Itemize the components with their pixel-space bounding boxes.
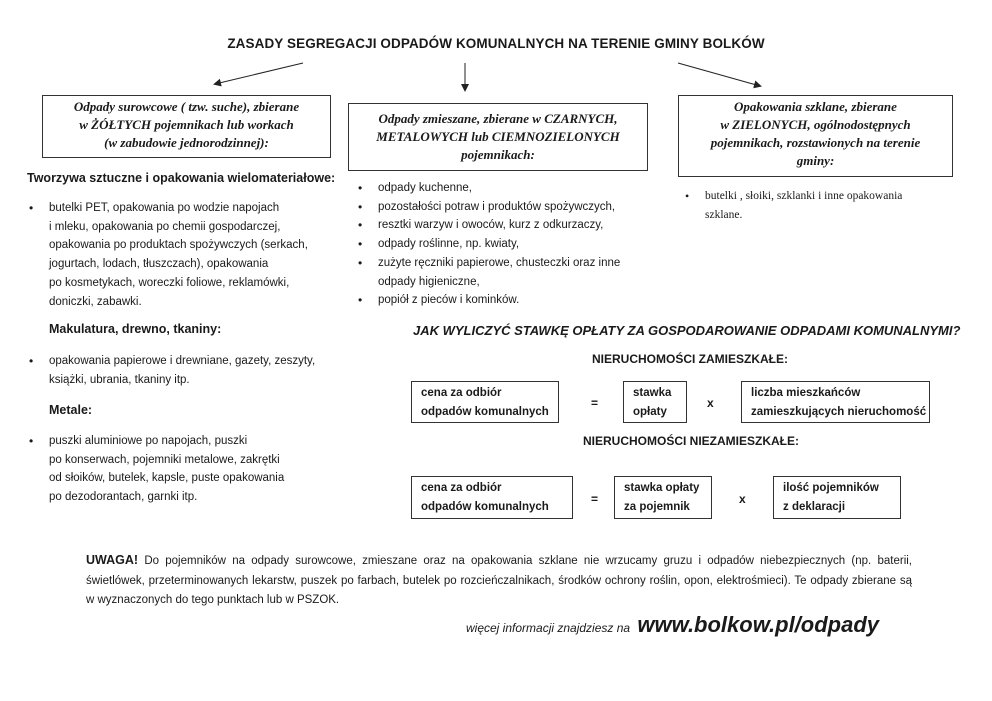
nonresidential-price-line-2: odpadów komunalnych [421,500,549,513]
warning-text: Do pojemników na odpady surowcowe, zmieszane oraz na opakowania szklane nie wrzucamy gruzu i odpadów niebezpiecznych (np. baterii, świetlówek, przeterminowanych lekarstw, puszek po farbach, butelek po rozcieńczalnikach, środków ochrony roślin, opon, elektrośmieci). Te odpady zbierane są w wyznaczonych do tego punktach lub w PSZOK. [86,555,912,606]
metals-line: po dezodorantach, garnki itp. [49,491,198,504]
glass-list [683,187,953,224]
residential-residents-box [741,381,930,423]
green-header-line-1: Opakowania szklane, zbierane [734,99,897,114]
residential-rate-box [623,381,687,423]
black-header-line-2: METALOWYCH lub CIEMNOZIELONYCH [376,129,620,144]
green-bin-header [678,95,953,177]
residential-rate-line-2: opłaty [633,405,667,418]
plastics-item [27,199,347,311]
mixed-item: • resztki warzyw i owoców, kurz z odkurzaczy, [356,216,656,235]
mixed-waste-list [356,179,656,310]
paper-list [27,352,357,389]
more-info-text: więcej informacji znajdziesz na [466,621,631,635]
yellow-header-line-3: (w zabudowie jednorodzinnej): [104,135,269,150]
residential-price-box [411,381,559,423]
residential-times: x [707,396,714,410]
yellow-header-line-1: Odpady surowcowe ( tzw. suche), zbierane [73,99,300,114]
nonresidential-label: NIERUCHOMOŚCI NIEZAMIESZKAŁE: [583,434,799,448]
residential-label: NIERUCHOMOŚCI ZAMIESZKAŁE: [592,352,788,366]
mixed-item: • odpady kuchenne, [356,179,656,198]
yellow-header-line-2: w ŻÓŁTYCH pojemnikach lub workach [79,117,294,132]
green-header-line-2: w ZIELONYCH, ogólnodostępnych [720,117,911,132]
metals-item [27,432,347,507]
mixed-line: zużyte ręczniki papierowe, chusteczki oraz inne [378,256,621,269]
paper-line: opakowania papierowe i drewniane, gazety, zeszyty, [49,355,316,367]
page-title: ZASADY SEGREGACJI ODPADÓW KOMUNALNYCH NA TERENIE GMINY BOLKÓW [227,36,765,51]
black-bin-header [348,103,648,171]
nonresidential-containers-line-1: ilość pojemników [783,482,879,494]
mixed-item [356,254,656,291]
glass-line: szklane. [705,208,743,221]
paper-heading: Makulatura, drewno, tkaniny: [49,322,222,336]
paper-item [27,352,357,389]
nonresidential-times: x [739,492,746,506]
more-info [466,612,879,638]
arrow-left [215,63,303,84]
arrows-diagram [0,0,992,110]
nonresidential-containers-box [773,476,901,519]
plastics-heading: Tworzywa sztuczne i opakowania wielomateriałowe: [27,171,336,185]
plastics-line: jogurtach, lodach, tłuszczach), opakowania [49,258,269,271]
warning-label: UWAGA! [86,553,139,567]
website-link[interactable]: www.bolkow.pl/odpady [637,612,880,637]
plastics-line: po kosmetykach, woreczki foliowe, reklamówki, [49,276,290,289]
residential-residents-line-1: liczba mieszkańców [751,387,861,399]
plastics-list [27,199,347,311]
metals-line: od słoików, butelek, kapsle, puste opakowania [49,472,285,485]
residential-equals: = [591,396,599,410]
nonresidential-price-line-1: cena za odbiór [421,482,502,494]
green-header-line-4: gminy: [796,153,835,168]
nonresidential-rate-box [614,476,712,519]
glass-item [683,187,953,224]
black-header-line-3: pojemnikach: [461,147,535,162]
plastics-line: opakowania po produktach spożywczych (serkach, [49,239,308,252]
fee-heading: JAK WYLICZYĆ STAWKĘ OPŁATY ZA GOSPODAROWANIE ODPADAMI KOMUNALNYMI? [413,323,961,338]
green-header-line-3: pojemnikach, rozstawionych na terenie [710,135,921,150]
arrow-right [678,63,760,86]
residential-price-line-2: odpadów komunalnych [421,405,549,418]
nonresidential-rate-line-1: stawka opłaty [624,482,700,494]
residential-price-line-1: cena za odbiór [421,387,502,399]
paper-line: książki, ubrania, tkaniny itp. [49,373,190,386]
yellow-bin-header [42,95,331,158]
glass-line: butelki , słoiki, szklanki i inne opakowania [705,190,903,202]
metals-list [27,432,347,507]
plastics-line: doniczki, zabawki. [49,295,142,308]
nonresidential-rate-line-2: za pojemnik [624,500,690,513]
metals-line: puszki aluminiowe po napojach, puszki [49,435,248,447]
residential-rate-line-1: stawka [633,387,672,399]
mixed-item: • popiół z pieców i kominków. [356,291,656,310]
plastics-line: butelki PET, opakowania po wodzie napojach [49,202,280,214]
metals-heading: Metale: [49,403,93,417]
plastics-line: i mleku, opakowania po chemii gospodarczej, [49,220,281,233]
nonresidential-containers-line-2: z deklaracji [783,500,846,513]
nonresidential-price-box [411,476,573,519]
warning-note [86,551,912,611]
mixed-line: odpady higieniczne, [378,275,480,288]
metals-line: po konserwach, pojemniki metalowe, zakrętki [49,453,280,466]
mixed-item: • pozostałości potraw i produktów spożywczych, [356,198,656,217]
black-header-line-1: Odpady zmieszane, zbierane w CZARNYCH, [378,111,618,126]
residential-residents-line-2: zamieszkujących nieruchomość [751,405,927,418]
nonresidential-equals: = [591,492,599,506]
mixed-item: • odpady roślinne, np. kwiaty, [356,235,656,254]
